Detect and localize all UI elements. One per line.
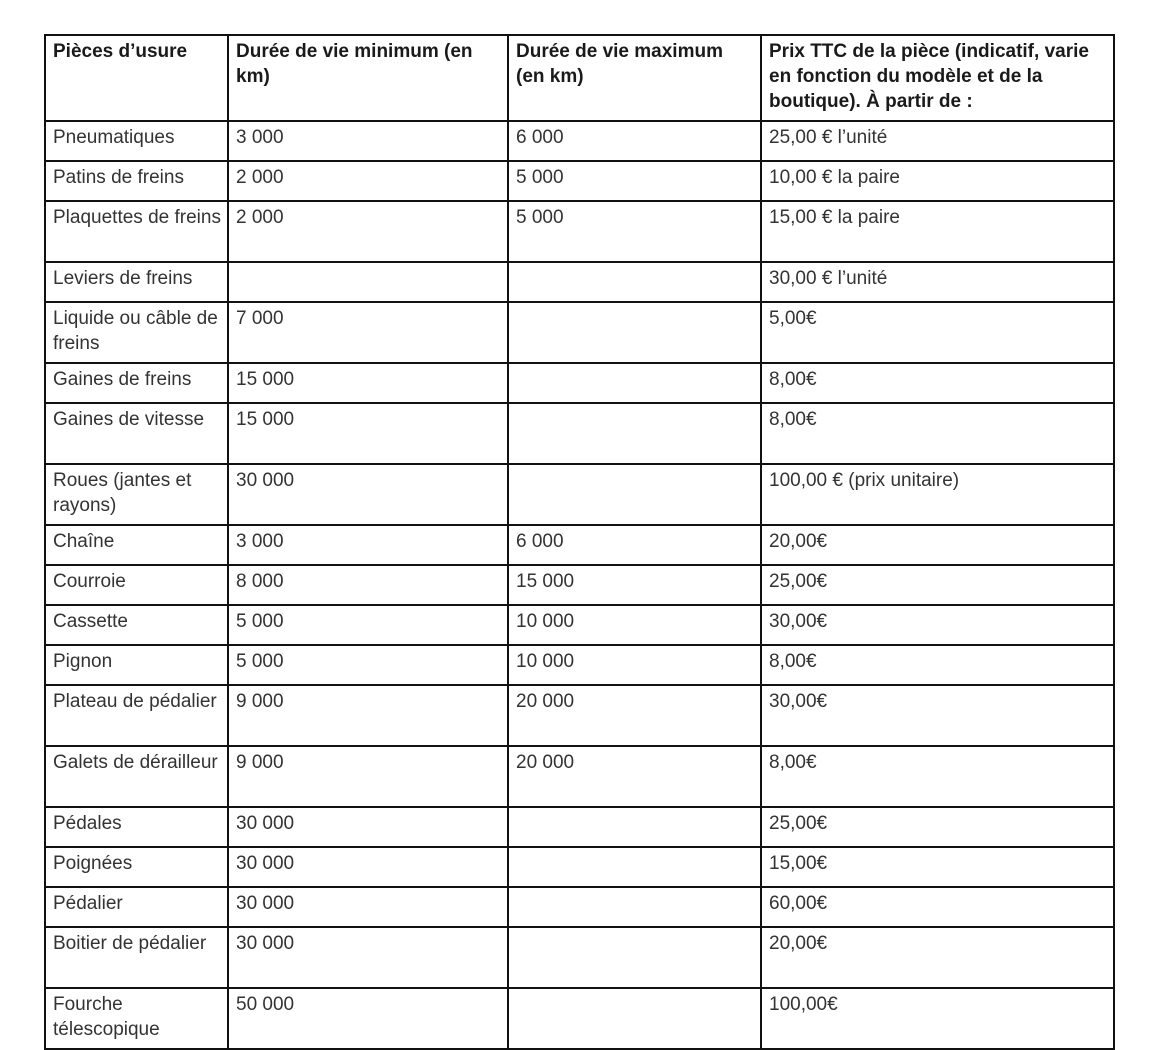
header-part: Pièces d’usure: [45, 35, 228, 121]
table-row: [45, 807, 1114, 847]
cell-price: 100,00 € (prix unitaire): [761, 464, 1114, 525]
cell-max-life: 5 000: [508, 201, 761, 262]
cell-min-life: [228, 262, 508, 302]
table-row: [45, 685, 1114, 746]
cell-min-life: 30 000: [228, 847, 508, 887]
cell-min-life: 9 000: [228, 685, 508, 746]
cell-min-life: 30 000: [228, 807, 508, 847]
cell-part: Leviers de freins: [45, 262, 228, 302]
cell-price: 30,00€: [761, 685, 1114, 746]
cell-max-life: [508, 927, 761, 988]
table-row: [45, 847, 1114, 887]
table-row: [45, 746, 1114, 807]
cell-price: 25,00 € l’unité: [761, 121, 1114, 161]
cell-max-life: 5 000: [508, 161, 761, 201]
cell-max-life: 20 000: [508, 746, 761, 807]
cell-max-life: 20 000: [508, 685, 761, 746]
cell-max-life: [508, 363, 761, 403]
cell-part: Gaines de vitesse: [45, 403, 228, 464]
cell-min-life: 30 000: [228, 887, 508, 927]
cell-part: Pédales: [45, 807, 228, 847]
header-price: Prix TTC de la pièce (indicatif, varie en fonction du modèle et de la boutique). À partir de :: [761, 35, 1114, 121]
cell-price: 25,00€: [761, 807, 1114, 847]
cell-price: 15,00 € la paire: [761, 201, 1114, 262]
table-row: [45, 605, 1114, 645]
cell-price: 60,00€: [761, 887, 1114, 927]
cell-max-life: 10 000: [508, 645, 761, 685]
cell-price: 25,00€: [761, 565, 1114, 605]
cell-price: 8,00€: [761, 403, 1114, 464]
cell-price: 100,00€: [761, 988, 1114, 1049]
cell-price: 15,00€: [761, 847, 1114, 887]
cell-min-life: 2 000: [228, 201, 508, 262]
cell-min-life: 2 000: [228, 161, 508, 201]
cell-part: Fourche télescopique: [45, 988, 228, 1049]
cell-price: 30,00€: [761, 605, 1114, 645]
table-row: [45, 403, 1114, 464]
cell-min-life: 9 000: [228, 746, 508, 807]
cell-min-life: 15 000: [228, 403, 508, 464]
table-row: [45, 887, 1114, 927]
cell-part: Gaines de freins: [45, 363, 228, 403]
cell-part: Poignées: [45, 847, 228, 887]
cell-max-life: [508, 262, 761, 302]
header-min-life: Durée de vie minimum (en km): [228, 35, 508, 121]
cell-part: Chaîne: [45, 525, 228, 565]
table-row: [45, 302, 1114, 363]
table-row: [45, 565, 1114, 605]
table-row: [45, 927, 1114, 988]
cell-min-life: 5 000: [228, 605, 508, 645]
cell-min-life: 3 000: [228, 121, 508, 161]
cell-part: Pneumatiques: [45, 121, 228, 161]
cell-min-life: 15 000: [228, 363, 508, 403]
cell-max-life: [508, 403, 761, 464]
cell-part: Plaquettes de freins: [45, 201, 228, 262]
cell-price: 30,00 € l’unité: [761, 262, 1114, 302]
header-max-life: Durée de vie maximum (en km): [508, 35, 761, 121]
cell-min-life: 3 000: [228, 525, 508, 565]
cell-part: Pignon: [45, 645, 228, 685]
cell-min-life: 50 000: [228, 988, 508, 1049]
cell-price: 10,00 € la paire: [761, 161, 1114, 201]
table-row: [45, 464, 1114, 525]
cell-price: 20,00€: [761, 525, 1114, 565]
cell-max-life: 15 000: [508, 565, 761, 605]
table-row: [45, 161, 1114, 201]
table-row: [45, 262, 1114, 302]
cell-max-life: 6 000: [508, 121, 761, 161]
cell-price: 8,00€: [761, 746, 1114, 807]
cell-min-life: 7 000: [228, 302, 508, 363]
cell-price: 5,00€: [761, 302, 1114, 363]
table-row: [45, 525, 1114, 565]
cell-max-life: 10 000: [508, 605, 761, 645]
table-row: [45, 363, 1114, 403]
cell-max-life: [508, 887, 761, 927]
cell-max-life: [508, 464, 761, 525]
cell-max-life: [508, 302, 761, 363]
table-row: [45, 201, 1114, 262]
cell-max-life: 6 000: [508, 525, 761, 565]
cell-price: 20,00€: [761, 927, 1114, 988]
header-row: [45, 35, 1114, 121]
cell-min-life: 30 000: [228, 464, 508, 525]
cell-part: Pédalier: [45, 887, 228, 927]
cell-min-life: 5 000: [228, 645, 508, 685]
cell-price: 8,00€: [761, 363, 1114, 403]
cell-price: 8,00€: [761, 645, 1114, 685]
cell-part: Patins de freins: [45, 161, 228, 201]
cell-part: Liquide ou câble de freins: [45, 302, 228, 363]
cell-part: Galets de dérailleur: [45, 746, 228, 807]
cell-min-life: 30 000: [228, 927, 508, 988]
table-row: [45, 121, 1114, 161]
cell-part: Plateau de pédalier: [45, 685, 228, 746]
wear-parts-table: [44, 34, 1115, 1050]
cell-min-life: 8 000: [228, 565, 508, 605]
cell-part: Courroie: [45, 565, 228, 605]
cell-max-life: [508, 847, 761, 887]
cell-max-life: [508, 807, 761, 847]
cell-part: Roues (jantes et rayons): [45, 464, 228, 525]
cell-part: Cassette: [45, 605, 228, 645]
table-row: [45, 645, 1114, 685]
cell-part: Boitier de pédalier: [45, 927, 228, 988]
